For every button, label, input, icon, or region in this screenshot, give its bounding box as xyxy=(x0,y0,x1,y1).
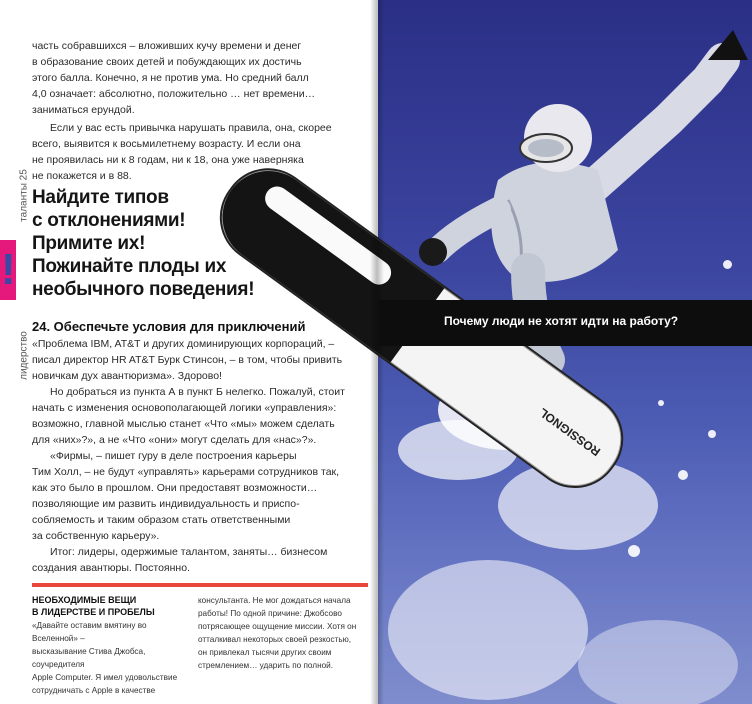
running-head-talents: таланты 25 xyxy=(18,169,30,222)
box-column-2 xyxy=(198,594,358,672)
side-label xyxy=(14,169,30,410)
box-line: потрясающее ощущение миссии. Хотя он xyxy=(198,622,357,631)
box-column-1 xyxy=(32,619,182,697)
text-line: в образование своих детей и побуждающих их достичь xyxy=(32,56,302,68)
text-line: всего, выявится к восьмилетнему возрасту. И если она xyxy=(32,138,301,150)
snow-spray xyxy=(388,560,588,700)
section-body xyxy=(32,336,362,576)
box-line: стремлением… ударить по полной. xyxy=(198,661,333,670)
text-line: для «них»?», а не «Что «они» могут сделать для «нас»?». xyxy=(32,434,317,446)
snow-flake xyxy=(658,400,664,406)
headline-line: с отклонениями! xyxy=(32,210,186,231)
box-line: консультанта. Не мог дождаться начала xyxy=(198,596,351,605)
snow-spray xyxy=(578,620,738,704)
text-line: часть собравшихся – вложивших кучу времени и денег xyxy=(32,40,302,52)
section-title: 24. Обеспечьте условия для приключений xyxy=(32,319,306,334)
box-title xyxy=(32,594,192,618)
board-logo: ROSSIGNOL xyxy=(536,405,603,459)
text-line: заниматься ерундой. xyxy=(32,104,135,116)
text-line: Итог: лидеры, одержимые талантом, заняты… бизнесом xyxy=(50,546,328,558)
text-line: не проявилась ни к 8 годам, ни к 18, она уже наверняка xyxy=(32,154,304,166)
caption-banner xyxy=(378,300,752,346)
box-line: отталкивал некоторых своей резкостью, xyxy=(198,635,352,644)
box-title-line: НЕОБХОДИМЫЕ ВЕЩИ xyxy=(32,595,137,605)
text-line: «Проблема IBM, AT&T и других доминирующих корпораций, – xyxy=(32,338,335,350)
headline-line: необычного поведения! xyxy=(32,279,255,300)
box-line: Apple Computer. Я имел удовольствие xyxy=(32,673,178,682)
box-line: «Давайте оставим вмятину во Вселенной» – xyxy=(32,621,147,643)
headline-line: Найдите типов xyxy=(32,187,169,208)
text-line: этого балла. Конечно, я не против ума. Но средний балл xyxy=(32,72,309,84)
intro-paragraph xyxy=(32,38,332,118)
text-line: 4,0 означает: абсолютно, положительно … нет времени… xyxy=(32,88,316,100)
headline-line: Пожинайте плоды их xyxy=(32,256,227,277)
snow-flake xyxy=(723,260,732,269)
snow-flake xyxy=(678,470,688,480)
text-line: позволяющие им развить индивидуальность и приспо- xyxy=(32,498,300,510)
text-line: Но добраться из пункта А в пункт Б нелегко. Пожалуй, стоит xyxy=(50,386,345,398)
headline-line: Примите их! xyxy=(32,233,146,254)
text-line: возможно, главной мыслью станет «Что «мы» можем сделать xyxy=(32,418,335,430)
text-line: писал директор HR AT&T Бурк Стинсон, – в том, чтобы привить xyxy=(32,354,343,366)
text-line: Если у вас есть привычка нарушать правила, она, скорее xyxy=(50,122,332,134)
exclamation-icon: ! xyxy=(1,245,16,294)
text-line: начать с изменения основополагающей логики «управления»: xyxy=(32,402,337,414)
box-line: работы! По одной причине: Джобсово xyxy=(198,609,342,618)
text-line: создания авантюры. Постоянно. xyxy=(32,562,190,574)
snow-flake xyxy=(628,545,640,557)
text-line: новичкам дух авантюризма». Здорово! xyxy=(32,370,222,382)
snow-flake xyxy=(708,430,716,438)
box-line: сотрудничать с Apple в качестве xyxy=(32,686,156,695)
box-line: высказывание Стива Джобса, соучредителя xyxy=(32,647,146,669)
caption-text: Почему люди не хотят идти на работу? xyxy=(444,314,679,328)
exclamation-mark-badge xyxy=(0,240,16,300)
text-line: за собственную карьеру». xyxy=(32,530,160,542)
page-gutter xyxy=(370,0,384,704)
running-head-leadership: лидерство xyxy=(18,331,30,380)
text-line: «Фирмы, – пишет гуру в деле построения карьеры xyxy=(50,450,297,462)
box-line: он привлекал тысячи других своим xyxy=(198,648,332,657)
text-line: собляемость и таким образом стать ответственными xyxy=(32,514,291,526)
text-line: не покажется и в 88. xyxy=(32,170,132,182)
text-line: Тим Холл, – не будут «управлять» карьерами сотрудников так, xyxy=(32,466,340,478)
text-line: как это было в прошлом. Они предоставят возможности… xyxy=(32,482,318,494)
box-title-line: В ЛИДЕРСТВЕ И ПРОБЕЛЫ xyxy=(32,607,155,617)
box-divider xyxy=(32,583,368,587)
